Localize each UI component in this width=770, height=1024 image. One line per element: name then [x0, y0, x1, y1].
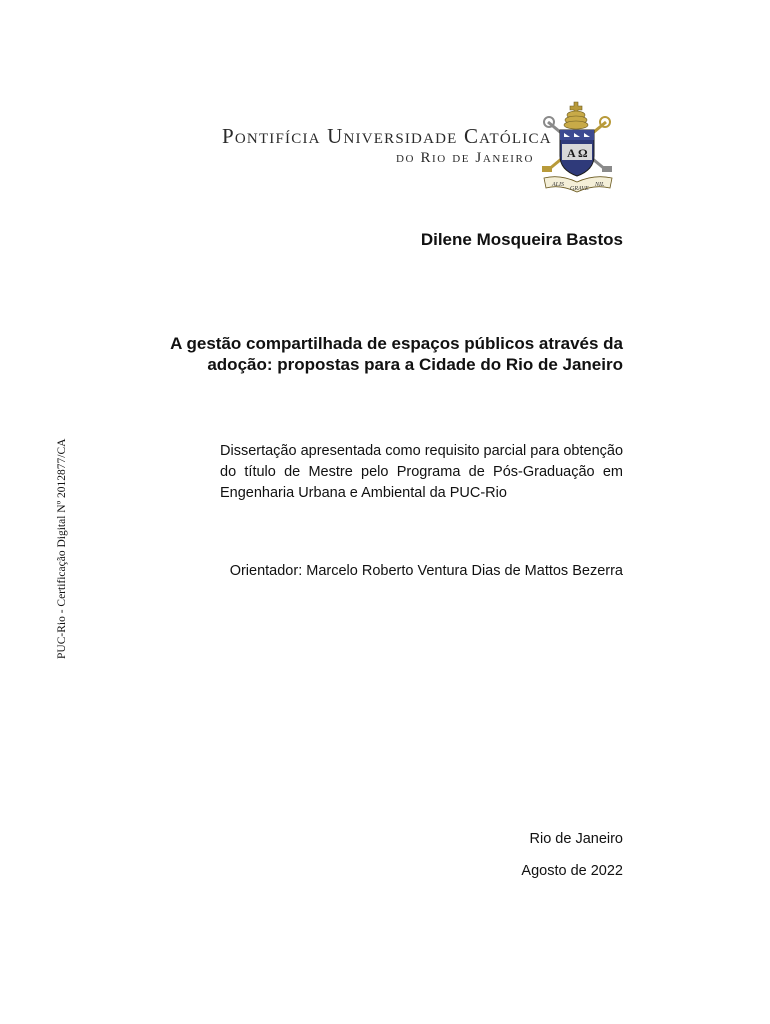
digital-certification-stamp: PUC-Rio - Certificação Digital Nº 2012877/CA	[56, 438, 68, 659]
university-crest-logo	[540, 100, 622, 194]
svg-text:A: A	[567, 146, 576, 160]
university-name: Pontifícia Universidade Católica	[222, 124, 552, 148]
dissertation-description: Dissertação apresentada como requisito parcial para obtenção do título de Mestre pelo Programa de Pós-Graduação em Engenharia Urbana e Ambiental da PUC-Rio	[220, 443, 624, 501]
author-name: Dilene Mosqueira Bastos	[420, 230, 623, 249]
place-line: Rio de Janeiro	[529, 831, 623, 847]
svg-text:NIL: NIL	[595, 182, 605, 188]
advisor-line: Orientador: Marcelo Roberto Ventura Dias de Mattos Bezerra	[229, 563, 623, 579]
date-line: Agosto de 2022	[521, 863, 623, 879]
dissertation-title: A gestão compartilhada de espaços públicos através da adoção: propostas para a Cidade do Rio de Janeiro	[170, 334, 623, 374]
svg-text:GRAVE: GRAVE	[570, 186, 589, 192]
svg-text:Ω: Ω	[578, 146, 588, 160]
svg-text:ALIS: ALIS	[552, 182, 564, 188]
university-location: do Rio de Janeiro	[396, 150, 535, 166]
